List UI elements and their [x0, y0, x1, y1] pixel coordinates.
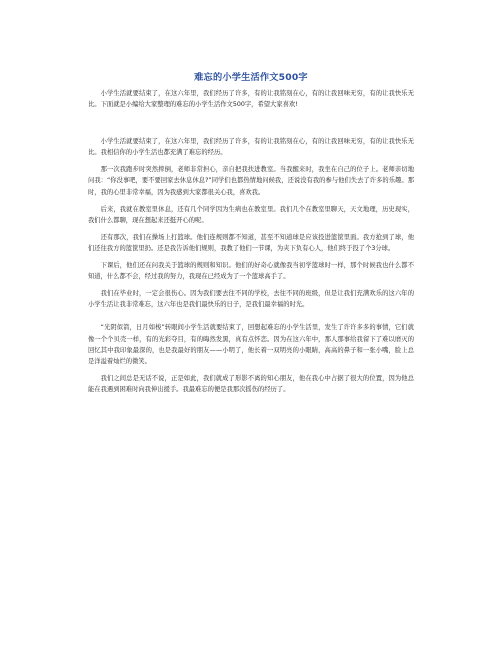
essay1-paragraph-4: 还有那次，我们在操场上打篮球。他们连规则都不知道，甚至不知道球是应该投进篮筐里面。我方抢到了球，他们还往我方的篮筐里扔。还是我告诉他们规则，我教了他们一节课，为夹下负有心人，他们终于投了个3分球。	[88, 233, 414, 252]
essay1-paragraph-3: 后来，我就在教室里休息，还有几个同学因为生病也在教室里。我们几个在教室里聊天，天文地理，历史现实，我们什么都聊，现在想起来还挺开心的呢。	[88, 205, 414, 224]
essay1-paragraph-2: 那一次我跑步时突然摔倒，老师非常担心，亲自把我扶进教室。当我醒来时，我坐在自己的位子上。老师亲切地问我：“你没事吧，要不要回家去休息休息?”同学们也都热情地问候我，还说没有我的参与他们失去了许多的乐趣。那时，我的心里非常幸福，因为我感到大家都很关心我，喜欢我。	[88, 166, 414, 196]
page-title: 难忘的小学生活作文500字	[194, 72, 308, 83]
section-divider	[88, 110, 414, 136]
intro-paragraph: 小学生活就要结束了，在这六年里，我们经历了许多，有的让我铭刻在心，有的让我回味无穷，有的让我快乐无比。下面就是小编给大家整理的难忘的小学生活作文500字，希望大家喜欢!	[88, 90, 414, 109]
section-divider	[88, 310, 414, 322]
document-page	[88, 72, 414, 395]
essay1-paragraph-1: 小学生活就要结束了，在这六年里，我们经历了许多，有的让我铭刻在心，有的让我回味无穷，有的让我快乐无比。我相信你的小学生活也都充满了难忘的经历。	[88, 138, 414, 157]
essay2-paragraph-1: “光阴似箭，日月如梭”转眼间小学生活就要结束了，回想起难忘的小学生活里，发生了许许多多的事情，它们就像一个个贝壳一样，有的光彩夺目，有的晦然发黑，真有点怀恋。因为在这六年中，那人那事给我留下了难以磨灭的回忆其中我印象最深的，也是我最好的朋友——小明了，他长着一双明亮的小眼睛，高高的鼻子和一张小嘴，脸上总是洋溢着灿烂的微笑。	[88, 324, 414, 365]
essay2-paragraph-2: 我们之间总是无话不说，正是如此，我们就成了形影不离的知心朋友，他在我心中占据了很大的位置，因为他总能在我遇到困难时向我伸出援手。我最难忘的便是我那次摇伤的经历了。	[88, 374, 414, 393]
essay1-paragraph-5: 下课后，他们还在问我关于篮球的规则和知识。他们的好奇心就像我当初学篮球时一样，那个时候我也什么都不知道，什么都不会，经过我的努力，我现在已经成为了一个篮球高手了。	[88, 262, 414, 281]
essay1-paragraph-6: 我们在毕业时，一定会很伤心。因为我们要去往不同的学校，去往不同的班级，但是让我们充满欢乐的这六年的小学生活让我非常难忘，这六年也是我们最快乐的日子，是我们最幸福的时光。	[88, 290, 414, 309]
